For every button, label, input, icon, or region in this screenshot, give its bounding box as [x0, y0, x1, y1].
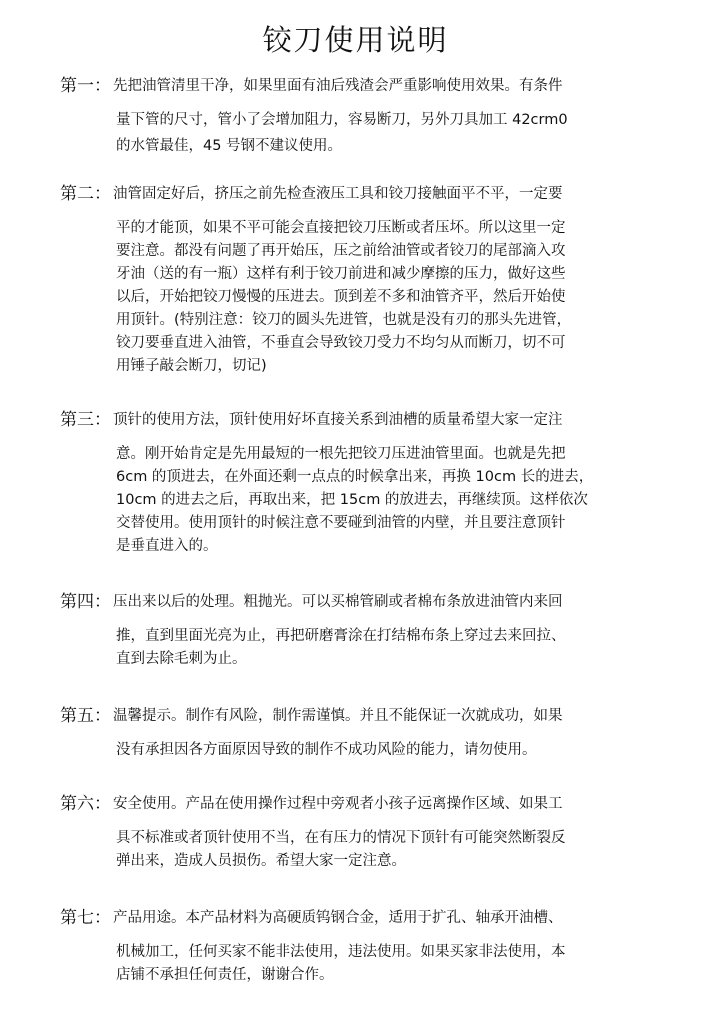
section-text-line: 没有承担因各方面原因导致的制作不成功风险的能力，请勿使用。 [116, 742, 537, 758]
section-label: 第六： [60, 794, 111, 814]
section-text-line: 的水管最佳，45 号钢不建议使用。 [116, 138, 343, 154]
section-text-line: 要注意。都没有问题了再开始压，压之前给油管或者铰刀的尾部滴入攻 [116, 243, 566, 259]
section-text-line: 用顶针。(特别注意：铰刀的圆头先进管，也就是没有刃的那头先进管， [116, 312, 572, 328]
section-label: 第二： [60, 184, 111, 204]
section-text-line: 意。刚开始肯定是先用最短的一根先把铰刀压进油管里面。也就是先把 [116, 446, 566, 462]
section-text-line: 牙油（送的有一瓶）这样有利于铰刀前进和减少摩擦的压力，做好这些 [116, 266, 566, 282]
section-text-line: 以后，开始把铰刀慢慢的压进去。顶到差不多和油管齐平，然后开始使 [116, 289, 566, 305]
section-text-line: 产品用途。本产品材料为高硬质钨钢合金，适用于扩孔、轴承开油槽、 [113, 910, 563, 926]
section-text-line: 平的才能顶，如果不平可能会直接把铰刀压断或者压坏。所以这里一定 [116, 220, 566, 236]
section-text-line: 安全使用。产品在使用操作过程中旁观者小孩子远离操作区域、如果工 [113, 796, 563, 812]
section-text-line: 弹出来，造成人员损伤。希望大家一定注意。 [116, 853, 406, 869]
section-text-line: 铰刀要垂直进入油管，不垂直会导致铰刀受力不均匀从而断刀，切不可 [116, 335, 566, 351]
section-text-line: 顶针的使用方法，顶针使用好坏直接关系到油槽的质量希望大家一定注 [113, 412, 563, 428]
section-text-line: 10cm 的进去之后，再取出来，把 15cm 的放进去，再继续顶。这样依次 [116, 492, 588, 508]
section-text-line: 机械加工，任何买家不能非法使用，违法使用。如果买家非法使用，本 [116, 944, 566, 960]
section-text-line: 店铺不承担任何责任，谢谢合作。 [116, 967, 334, 983]
page-title: 铰刀使用说明 [262, 23, 449, 57]
section-label: 第三： [60, 410, 111, 430]
section-text-line: 直到去除毛刺为止。 [116, 651, 247, 667]
section-text-line: 6cm 的顶进去，在外面还剩一点点的时候拿出来，再换 10cm 长的进去， [116, 469, 594, 485]
section-text-line: 具不标准或者顶针使用不当，在有压力的情况下顶针有可能突然断裂反 [116, 830, 566, 846]
section-text-line: 是垂直进入的。 [116, 538, 218, 554]
section-label: 第一： [60, 76, 111, 96]
section-label: 第七： [60, 908, 111, 928]
section-text-line: 用锤子敲会断刀，切记) [116, 358, 267, 374]
section-text-line: 交替使用。使用顶针的时候注意不要碰到油管的内壁，并且要注意顶针 [116, 515, 566, 531]
section-text-line: 先把油管清里干净，如果里面有油后残渣会严重影响使用效果。有条件 [113, 78, 563, 94]
section-text-line: 油管固定好后，挤压之前先检查液压工具和铰刀接触面平不平，一定要 [113, 186, 563, 202]
section-text-line: 量下管的尺寸，管小了会增加阻力，容易断刀，另外刀具加工 42crm0 [116, 112, 568, 128]
section-label: 第四： [60, 592, 111, 612]
section-text-line: 推，直到里面光亮为止，再把研磨膏涂在打结棉布条上穿过去来回拉、 [116, 628, 566, 644]
section-label: 第五： [60, 706, 111, 726]
section-text-line: 温馨提示。制作有风险，制作需谨慎。并且不能保证一次就成功，如果 [113, 708, 563, 724]
section-text-line: 压出来以后的处理。粗抛光。可以买棉管刷或者棉布条放进油管内来回 [113, 594, 563, 610]
